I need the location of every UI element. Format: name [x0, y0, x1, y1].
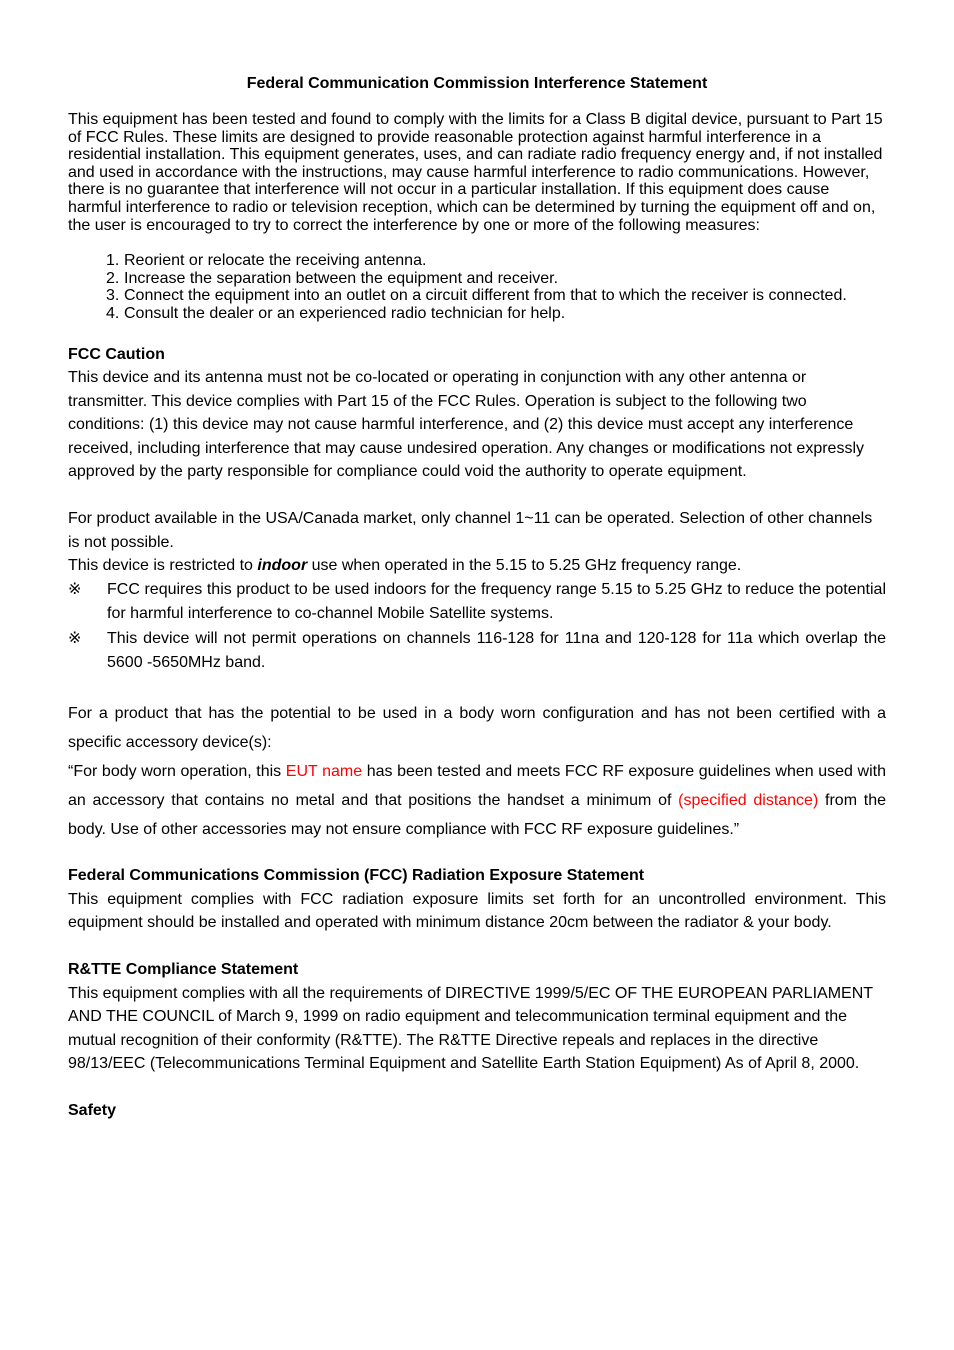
measures-list [68, 252, 886, 322]
fcc-caution-text: This device and its antenna must not be co-located or operating in conjunction with any other antenna or transmitter. This device complies with Part 15 of the FCC Rules. Operation is subject to the following two conditions: (1) this device may not cause harmful interference, and (2) this device must accept any interference received, including interference that may cause undesired operation. Any changes or modifications not expressly approved by the party responsible for compliance could void the authority to operate equipment. [68, 369, 865, 481]
list-item-number: 1. [106, 252, 120, 270]
reference-mark-icon: ※ [68, 629, 82, 647]
list-item-text: Reorient or relocate the receiving antenna. [124, 252, 427, 270]
body-worn-section [68, 699, 886, 844]
list-item [106, 305, 886, 323]
list-item [106, 252, 886, 270]
note-text: FCC requires this product to be used indoors for the frequency range 5.15 to 5.25 GHz to reduce the potential for harmful interference to co-channel Mobile Satellite systems. [107, 580, 886, 623]
body-worn-intro: For a product that has the potential to be used in a body worn configuration and has not been certified with a specific accessory device(s): [68, 705, 886, 752]
indoor-emphasis: indoor [257, 557, 308, 575]
eut-name-placeholder: EUT name [285, 763, 363, 781]
indoor-restriction-text: This device is restricted to indoor use when operated in the 5.15 to 5.25 GHz frequency range. [68, 557, 742, 575]
fcc-caution-heading: FCC Caution [68, 345, 165, 363]
specified-distance-placeholder: (specified distance) [678, 792, 819, 810]
body-worn-quote: “For body worn operation, this EUT name has been tested and meets FCC RF exposure guidelines when used with an accessory that contains no metal and that positions the handset a minimum of (specified distance) from the body. Use of other accessories may not ensure compliance with FCC RF exposure guidelines.” [68, 763, 887, 839]
list-item-text: Consult the dealer or an experienced radio technician for help. [124, 304, 566, 322]
list-item-number: 2. [106, 269, 120, 287]
document-page [68, 73, 886, 1123]
note-text: This device will not permit operations on channels 116-128 for 11na and 120-128 for 11a which overlap the 5600 -5650MHz band. [107, 629, 886, 672]
note-item [68, 627, 886, 676]
radiation-heading: Federal Communications Commission (FCC) Radiation Exposure Statement [68, 867, 645, 885]
rtte-text: This equipment complies with all the requirements of DIRECTIVE 1999/5/EC OF THE EUROPEAN PARLIAMENT AND THE COUNCIL of March 9, 1999 on radio equipment and telecommunication terminal equipment and the mutual recognition of their conformity (R&TTE). The R&TTE Directive repeals and replaces in the directive 98/13/EEC (Telecommunications Terminal Equipment and Satellite Earth Station Equipment) As of April 8, 2000. [68, 984, 873, 1073]
rtte-heading: R&TTE Compliance Statement [68, 961, 299, 979]
list-item-text: Connect the equipment into an outlet on a circuit different from that to which the receiver is connected. [124, 287, 847, 305]
radiation-text: This equipment complies with FCC radiation exposure limits set forth for an uncontrolled environment. This equipment should be installed and operated with minimum distance 20cm between the radiator & your body. [68, 890, 886, 932]
safety-heading: Safety [68, 1102, 117, 1120]
list-item-number: 3. [106, 287, 120, 305]
list-item-text: Increase the separation between the equipment and receiver. [124, 269, 559, 287]
page-title: Federal Communication Commission Interference Statement [246, 75, 708, 92]
channels-text: For product available in the USA/Canada market, only channel 1~11 can be operated. Selection of other channels is not possible. [68, 510, 873, 551]
note-item [68, 578, 886, 627]
list-item-number: 4. [106, 304, 120, 322]
list-item [106, 287, 886, 305]
intro-paragraph: This equipment has been tested and found to comply with the limits for a Class B digital device, pursuant to Part 15 of FCC Rules. These limits are designed to provide reasonable protection against harmful interference in a residential installation. This equipment generates, uses, and can radiate radio frequency energy and, if not installed and used in accordance with the instructions, may cause harmful interference to radio communications. However, there is no guarantee that interference will not occur in a particular installation. If this equipment does cause harmful interference to radio or television reception, which can be determined by turning the equipment off and on, the user is encouraged to try to correct the interference by one or more of the following measures: [68, 111, 883, 234]
list-item [106, 270, 886, 288]
reference-mark-icon: ※ [68, 580, 82, 598]
